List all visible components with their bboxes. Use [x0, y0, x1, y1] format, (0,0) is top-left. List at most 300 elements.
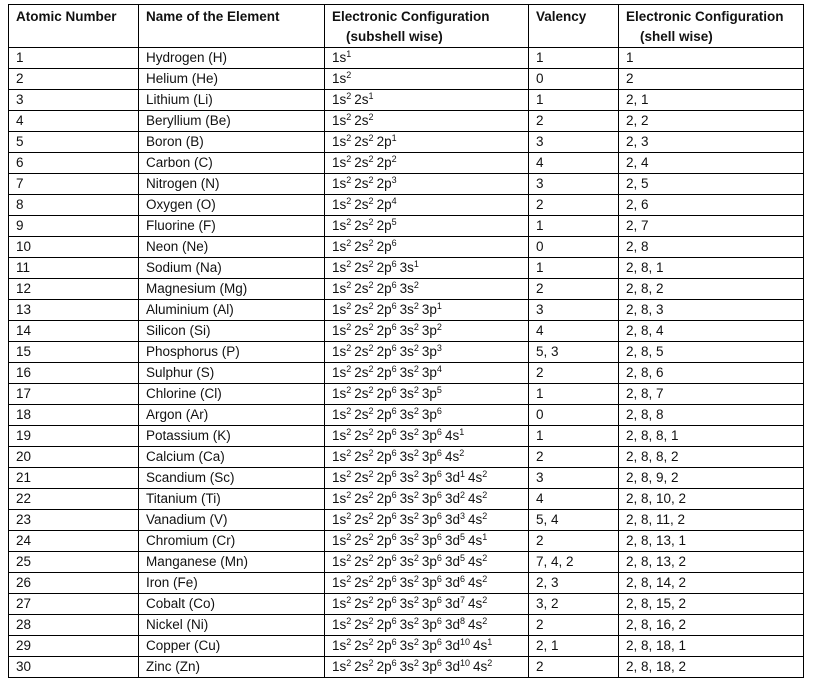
subshell-config-cell [325, 111, 529, 132]
orbital-term [354, 218, 373, 233]
subshell-config-cell [325, 384, 529, 405]
valency-cell: 4 [529, 153, 619, 174]
electron-count: 2 [346, 133, 352, 143]
electron-count: 2 [368, 616, 374, 626]
orbital-label: 1s [332, 92, 347, 107]
orbital-term [445, 533, 465, 548]
orbital-term [445, 638, 470, 653]
shell-config-cell: 2, 4 [619, 153, 804, 174]
orbital-term [332, 512, 351, 527]
orbital-label: 3p [421, 533, 437, 548]
orbital-label: 4s [467, 512, 483, 527]
electron-count: 2 [413, 595, 419, 605]
electron-count: 2 [368, 301, 374, 311]
table-row [9, 405, 804, 426]
orbital-label: 4s [467, 491, 483, 506]
table-row [9, 48, 804, 69]
orbital-label: 4s [444, 449, 460, 464]
orbital-label: 2s [354, 449, 369, 464]
electron-count: 6 [436, 553, 442, 563]
atomic-number-cell: 11 [9, 258, 139, 279]
orbital-term [332, 575, 351, 590]
table-row [9, 615, 804, 636]
electron-count: 7 [459, 595, 465, 605]
orbital-label: 2s [354, 407, 369, 422]
electron-count: 1 [482, 532, 488, 542]
orbital-term [468, 512, 487, 527]
subshell-config-cell [325, 468, 529, 489]
electron-count: 2 [346, 343, 352, 353]
orbital-term [473, 659, 492, 674]
electron-count: 2 [413, 574, 419, 584]
orbital-label: 2s [354, 386, 369, 401]
electron-count: 2 [368, 322, 374, 332]
orbital-term [400, 596, 419, 611]
table-row [9, 321, 804, 342]
orbital-term [400, 575, 419, 590]
orbital-label: 1s [332, 323, 347, 338]
atomic-number-cell: 29 [9, 636, 139, 657]
orbital-term [354, 512, 373, 527]
electron-count: 2 [413, 637, 419, 647]
orbital-label: 1s [332, 386, 347, 401]
valency-cell: 2 [529, 615, 619, 636]
orbital-label: 3p [421, 323, 437, 338]
element-name-cell: Vanadium (V) [139, 510, 325, 531]
electron-count: 1 [346, 49, 352, 59]
valency-cell: 1 [529, 90, 619, 111]
valency-cell: 2 [529, 531, 619, 552]
orbital-term [468, 575, 487, 590]
electron-count: 6 [436, 490, 442, 500]
orbital-term [332, 554, 351, 569]
orbital-label: 2p [376, 281, 392, 296]
subshell-config-cell [325, 405, 529, 426]
orbital-term [332, 386, 351, 401]
orbital-label: 1s [332, 113, 347, 128]
orbital-term [422, 323, 442, 338]
header-atomic-number: Atomic Number [9, 5, 139, 48]
shell-config-cell: 2, 8, 7 [619, 384, 804, 405]
electron-count: 2 [346, 574, 352, 584]
subshell-config-cell [325, 342, 529, 363]
electron-count: 6 [391, 385, 397, 395]
orbital-term [354, 617, 373, 632]
valency-cell: 7, 4, 2 [529, 552, 619, 573]
orbital-label: 3p [421, 617, 437, 632]
orbital-label: 2s [354, 554, 369, 569]
orbital-label: 2s [354, 344, 369, 359]
table-row [9, 153, 804, 174]
element-name-cell: Iron (Fe) [139, 573, 325, 594]
orbital-label: 1s [332, 260, 347, 275]
orbital-term [445, 617, 465, 632]
orbital-term [332, 176, 351, 191]
atomic-number-cell: 6 [9, 153, 139, 174]
orbital-label: 2s [354, 596, 369, 611]
orbital-term [377, 365, 397, 380]
orbital-term [332, 302, 351, 317]
valency-cell: 2, 1 [529, 636, 619, 657]
orbital-term [422, 596, 442, 611]
shell-config-cell: 2, 8 [619, 237, 804, 258]
electron-count: 6 [391, 343, 397, 353]
orbital-term [354, 134, 373, 149]
orbital-term [354, 407, 373, 422]
shell-config-cell: 2, 8, 13, 1 [619, 531, 804, 552]
orbital-term [422, 386, 442, 401]
electron-count: 5 [391, 217, 397, 227]
orbital-term [422, 659, 442, 674]
atomic-number-cell: 8 [9, 195, 139, 216]
orbital-term [332, 239, 351, 254]
electron-count: 6 [391, 364, 397, 374]
atomic-number-cell: 7 [9, 174, 139, 195]
atomic-number-cell: 22 [9, 489, 139, 510]
electron-count: 6 [436, 427, 442, 437]
electron-count: 3 [391, 175, 397, 185]
orbital-label: 2s [354, 134, 369, 149]
orbital-label: 2s [354, 365, 369, 380]
atomic-number-cell: 23 [9, 510, 139, 531]
orbital-label: 3d [444, 659, 460, 674]
electron-count: 2 [368, 448, 374, 458]
electron-count: 2 [346, 637, 352, 647]
electron-count: 6 [391, 574, 397, 584]
valency-cell: 1 [529, 216, 619, 237]
electron-count: 2 [368, 574, 374, 584]
table-row [9, 300, 804, 321]
orbital-term [332, 407, 351, 422]
orbital-term [468, 533, 487, 548]
electron-configuration-table [8, 4, 804, 678]
table-row [9, 111, 804, 132]
valency-cell: 4 [529, 489, 619, 510]
orbital-term [377, 491, 397, 506]
orbital-term [400, 302, 419, 317]
electron-count: 2 [413, 322, 419, 332]
orbital-term [332, 281, 351, 296]
electron-count: 5 [436, 385, 442, 395]
subshell-config-cell [325, 300, 529, 321]
atomic-number-cell: 2 [9, 69, 139, 90]
electron-count: 2 [368, 553, 374, 563]
orbital-term [400, 554, 419, 569]
electron-count: 6 [436, 616, 442, 626]
orbital-label: 2s [354, 302, 369, 317]
orbital-term [354, 155, 373, 170]
element-name-cell: Helium (He) [139, 69, 325, 90]
shell-config-cell: 2, 8, 8, 2 [619, 447, 804, 468]
element-name-cell: Copper (Cu) [139, 636, 325, 657]
orbital-label: 2s [354, 533, 369, 548]
orbital-term [377, 449, 397, 464]
shell-config-cell: 2, 8, 18, 2 [619, 657, 804, 678]
orbital-label: 1s [332, 197, 347, 212]
orbital-label: 3d [444, 575, 460, 590]
element-name-cell: Silicon (Si) [139, 321, 325, 342]
orbital-label: 1s [332, 638, 347, 653]
orbital-term [422, 344, 442, 359]
orbital-term [354, 302, 373, 317]
electron-count: 2 [413, 364, 419, 374]
orbital-term [377, 428, 397, 443]
orbital-term [468, 596, 487, 611]
electron-count: 6 [391, 427, 397, 437]
shell-config-cell: 2, 3 [619, 132, 804, 153]
shell-config-cell: 2, 5 [619, 174, 804, 195]
electron-count: 2 [413, 406, 419, 416]
electron-count: 2 [413, 553, 419, 563]
electron-count: 6 [436, 637, 442, 647]
orbital-label: 2p [376, 533, 392, 548]
element-name-cell: Phosphorus (P) [139, 342, 325, 363]
orbital-term [445, 554, 465, 569]
electron-count: 2 [368, 154, 374, 164]
header-element-name: Name of the Element [139, 5, 325, 48]
orbital-label: 3s [399, 554, 414, 569]
orbital-label: 2p [376, 134, 392, 149]
valency-cell: 2 [529, 195, 619, 216]
shell-config-cell: 2, 8, 14, 2 [619, 573, 804, 594]
orbital-label: 4s [467, 575, 483, 590]
orbital-term [354, 323, 373, 338]
orbital-term [400, 617, 419, 632]
valency-cell: 1 [529, 384, 619, 405]
orbital-term [354, 92, 373, 107]
atomic-number-cell: 28 [9, 615, 139, 636]
electron-count: 2 [346, 385, 352, 395]
shell-config-cell: 2, 8, 5 [619, 342, 804, 363]
header-config-subshell-line2: (subshell wise) [346, 29, 443, 44]
element-name-cell: Calcium (Ca) [139, 447, 325, 468]
orbital-term [332, 113, 351, 128]
subshell-config-cell [325, 174, 529, 195]
atomic-number-cell: 3 [9, 90, 139, 111]
electron-count: 2 [346, 322, 352, 332]
orbital-label: 3p [421, 596, 437, 611]
atomic-number-cell: 26 [9, 573, 139, 594]
electron-count: 2 [487, 658, 493, 668]
orbital-label: 2p [376, 239, 392, 254]
electron-count: 2 [413, 280, 419, 290]
orbital-label: 2s [354, 260, 369, 275]
element-name-cell: Nickel (Ni) [139, 615, 325, 636]
subshell-config-cell [325, 363, 529, 384]
orbital-label: 3s [399, 302, 414, 317]
valency-cell: 2 [529, 279, 619, 300]
electron-count: 2 [346, 616, 352, 626]
subshell-config-cell [325, 657, 529, 678]
orbital-term [354, 659, 373, 674]
electron-count: 6 [436, 574, 442, 584]
table-row [9, 132, 804, 153]
subshell-config-cell [325, 195, 529, 216]
orbital-label: 3s [399, 617, 414, 632]
orbital-term [332, 50, 351, 65]
orbital-label: 3s [399, 470, 414, 485]
orbital-term [332, 155, 351, 170]
orbital-label: 1s [332, 575, 347, 590]
header-config-shell [619, 5, 804, 48]
orbital-label: 1s [332, 155, 347, 170]
electron-count: 2 [368, 259, 374, 269]
valency-cell: 4 [529, 321, 619, 342]
orbital-label: 2s [354, 512, 369, 527]
orbital-term [445, 449, 464, 464]
orbital-label: 3p [421, 344, 437, 359]
orbital-term [354, 554, 373, 569]
orbital-label: 3p [421, 512, 437, 527]
valency-cell: 2 [529, 363, 619, 384]
orbital-label: 1s [332, 281, 347, 296]
orbital-term [468, 491, 487, 506]
atomic-number-cell: 14 [9, 321, 139, 342]
electron-count: 2 [346, 406, 352, 416]
electron-count: 6 [391, 658, 397, 668]
electron-count: 2 [368, 511, 374, 521]
electron-count: 2 [346, 658, 352, 668]
orbital-label: 2p [376, 155, 392, 170]
orbital-label: 3s [399, 260, 414, 275]
orbital-label: 2s [354, 428, 369, 443]
orbital-term [354, 533, 373, 548]
orbital-label: 2s [354, 617, 369, 632]
electron-count: 2 [346, 490, 352, 500]
table-row [9, 594, 804, 615]
table-row [9, 237, 804, 258]
shell-config-cell: 2 [619, 69, 804, 90]
valency-cell: 1 [529, 258, 619, 279]
orbital-term [332, 449, 351, 464]
subshell-config-cell [325, 447, 529, 468]
orbital-label: 3s [399, 638, 414, 653]
shell-config-cell: 2, 8, 8, 1 [619, 426, 804, 447]
orbital-label: 2p [376, 260, 392, 275]
orbital-term [400, 470, 419, 485]
orbital-label: 3s [399, 407, 414, 422]
orbital-label: 2s [354, 323, 369, 338]
table-row [9, 636, 804, 657]
orbital-term [354, 638, 373, 653]
element-name-cell: Lithium (Li) [139, 90, 325, 111]
orbital-term [332, 638, 351, 653]
orbital-label: 4s [467, 617, 483, 632]
orbital-label: 1s [332, 239, 347, 254]
orbital-label: 2p [376, 596, 392, 611]
electron-count: 6 [391, 553, 397, 563]
table-row [9, 531, 804, 552]
electron-count: 2 [346, 595, 352, 605]
atomic-number-cell: 16 [9, 363, 139, 384]
orbital-term [445, 428, 464, 443]
orbital-label: 3d [444, 617, 460, 632]
electron-count: 6 [391, 637, 397, 647]
orbital-label: 2s [354, 218, 369, 233]
orbital-label: 1s [332, 365, 347, 380]
shell-config-cell: 2, 8, 6 [619, 363, 804, 384]
electron-count: 2 [346, 448, 352, 458]
orbital-label: 1s [332, 533, 347, 548]
subshell-config-cell [325, 132, 529, 153]
orbital-term [422, 638, 442, 653]
orbital-label: 3p [421, 386, 437, 401]
electron-count: 2 [368, 406, 374, 416]
subshell-config-cell [325, 216, 529, 237]
orbital-label: 3d [444, 554, 460, 569]
orbital-label: 1s [332, 218, 347, 233]
orbital-label: 3p [421, 407, 437, 422]
electron-count: 2 [413, 385, 419, 395]
electron-count: 2 [368, 637, 374, 647]
orbital-term [377, 386, 397, 401]
element-name-cell: Hydrogen (H) [139, 48, 325, 69]
orbital-term [354, 575, 373, 590]
orbital-label: 1s [332, 428, 347, 443]
element-name-cell: Scandium (Sc) [139, 468, 325, 489]
orbital-label: 1s [332, 491, 347, 506]
element-name-cell: Potassium (K) [139, 426, 325, 447]
electron-count: 2 [391, 154, 397, 164]
orbital-label: 1s [332, 512, 347, 527]
table-row [9, 174, 804, 195]
element-name-cell: Boron (B) [139, 132, 325, 153]
orbital-label: 2s [354, 470, 369, 485]
shell-config-cell: 2, 8, 18, 1 [619, 636, 804, 657]
electron-count: 2 [413, 511, 419, 521]
shell-config-cell: 2, 1 [619, 90, 804, 111]
electron-count: 2 [368, 133, 374, 143]
atomic-number-cell: 19 [9, 426, 139, 447]
orbital-term [354, 449, 373, 464]
header-config-shell-line1: Electronic Configuration [626, 9, 784, 24]
orbital-term [400, 365, 419, 380]
orbital-label: 4s [467, 470, 483, 485]
electron-count: 2 [346, 511, 352, 521]
orbital-label: 2s [354, 491, 369, 506]
table-row [9, 363, 804, 384]
shell-config-cell: 2, 8, 10, 2 [619, 489, 804, 510]
atomic-number-cell: 10 [9, 237, 139, 258]
orbital-term [354, 491, 373, 506]
electron-count: 2 [368, 658, 374, 668]
orbital-label: 3s [399, 575, 414, 590]
table-row [9, 195, 804, 216]
shell-config-cell: 2, 8, 4 [619, 321, 804, 342]
orbital-term [445, 596, 465, 611]
electron-count: 6 [391, 448, 397, 458]
orbital-term [377, 260, 397, 275]
orbital-term [400, 386, 419, 401]
orbital-term [354, 260, 373, 275]
electron-count: 2 [346, 364, 352, 374]
element-name-cell: Chlorine (Cl) [139, 384, 325, 405]
electron-count: 6 [436, 532, 442, 542]
orbital-label: 3s [399, 491, 414, 506]
orbital-label: 4s [444, 428, 460, 443]
atomic-number-cell: 24 [9, 531, 139, 552]
element-name-cell: Sulphur (S) [139, 363, 325, 384]
orbital-label: 1s [332, 302, 347, 317]
orbital-term [332, 260, 351, 275]
orbital-term [354, 596, 373, 611]
orbital-label: 3p [421, 638, 437, 653]
orbital-label: 2p [376, 407, 392, 422]
orbital-term [400, 491, 419, 506]
orbital-term [377, 638, 397, 653]
orbital-label: 3d [444, 533, 460, 548]
orbital-label: 3p [421, 302, 437, 317]
